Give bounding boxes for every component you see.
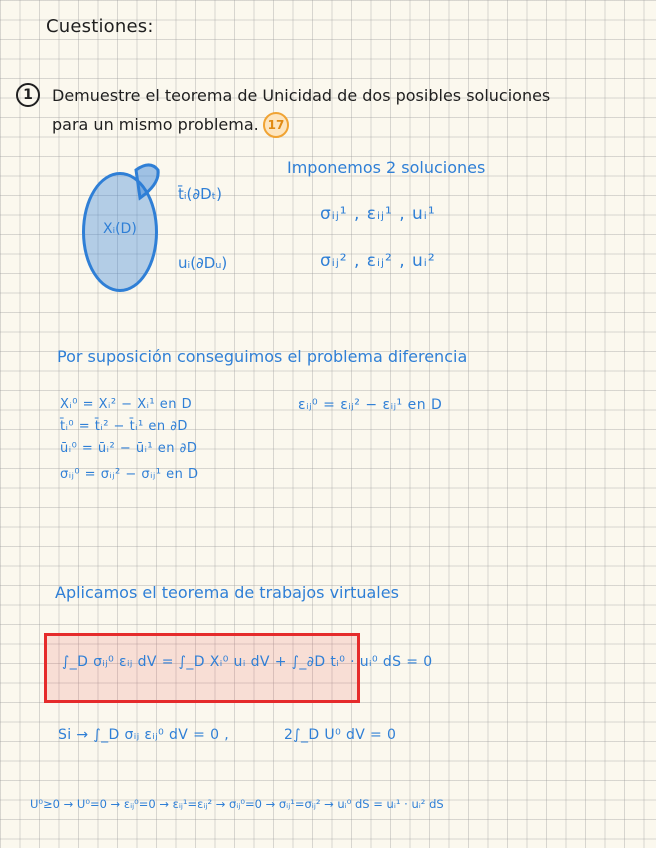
solutions-heading: Imponemos 2 soluciones (287, 158, 486, 177)
difference-displacement: ūᵢ⁰ = ūᵢ² − ūᵢ¹ en ∂D (60, 441, 198, 456)
energy-equation: 2∫_D U⁰ dV = 0 (284, 727, 397, 743)
traction-cap-icon (132, 160, 162, 204)
si-equation: Si → ∫_D σᵢⱼ εᵢⱼ⁰ dV = 0 , (58, 727, 230, 743)
difference-stress: σᵢⱼ⁰ = σᵢⱼ² − σᵢⱼ¹ en D (60, 467, 199, 482)
question-text-line-1: Demuestre el teorema de Unicidad de dos posibles soluciones (52, 86, 551, 105)
score-badge: 17 (263, 112, 289, 138)
displacement-boundary-label: uᵢ(∂Dᵤ) (178, 254, 228, 272)
traction-boundary-label: t̄ᵢ(∂Dₜ) (178, 185, 222, 203)
difference-heading: Por suposición conseguimos el problema diferencia (57, 347, 468, 366)
difference-traction: t̄ᵢ⁰ = t̄ᵢ² − t̄ᵢ¹ en ∂D (60, 419, 188, 434)
conclusion-chain: U⁰≥0 → U⁰=0 → εᵢⱼ⁰=0 → εᵢⱼ¹=εᵢⱼ² → σᵢⱼ⁰=0 → σᵢⱼ¹=σᵢⱼ² → uᵢ⁰ dS = uᵢ¹ · uᵢ² dS (30, 797, 444, 811)
page-title: Cuestiones: (46, 16, 154, 37)
question-number: 1 (16, 83, 40, 107)
domain-label: Xᵢ(D) (103, 221, 137, 237)
difference-strain: εᵢⱼ⁰ = εᵢⱼ² − εᵢⱼ¹ en D (298, 397, 443, 413)
virtual-work-equation: ∫_D σᵢⱼ⁰ εᵢⱼ dV = ∫_D Xᵢ⁰ uᵢ dV + ∫_∂D tᵢ⁰ · uᵢ⁰ dS = 0 (62, 654, 433, 670)
difference-body-force: Xᵢ⁰ = Xᵢ² − Xᵢ¹ en D (60, 397, 193, 412)
solution-2: σᵢⱼ² , εᵢⱼ² , uᵢ² (320, 251, 436, 271)
solution-1: σᵢⱼ¹ , εᵢⱼ¹ , uᵢ¹ (320, 204, 436, 224)
virtual-work-heading: Aplicamos el teorema de trabajos virtuales (55, 583, 399, 602)
question-text-line-2: para un mismo problema. (52, 115, 259, 134)
